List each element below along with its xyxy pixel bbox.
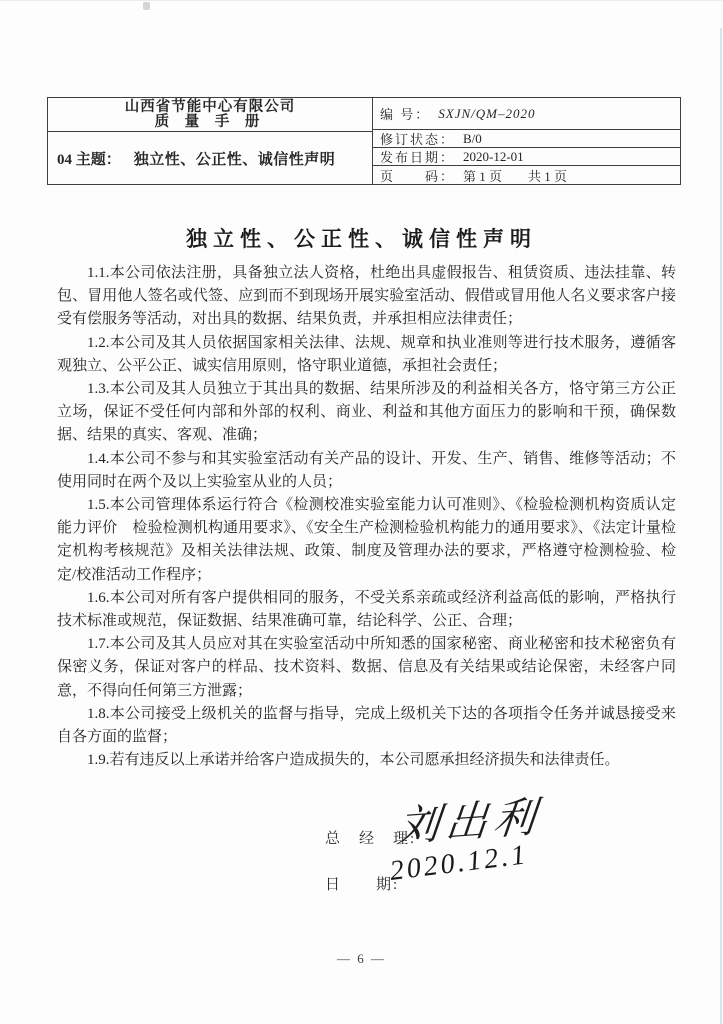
subject-number-label: 04 主题： bbox=[57, 151, 121, 168]
declaration-paragraph-1-4: 1.4.本公司不参与和其实验室活动有关产品的设计、开发、生产、销售、维修等活动；不使用同时在两个及以上实验室从业的人员； bbox=[57, 450, 676, 490]
doc-number-row bbox=[373, 98, 680, 130]
declaration-paragraph-1-8: 1.8.本公司接受上级机关的监督与指导，完成上级机关下达的各项指令任务并诚恳接受来自各方面的监督； bbox=[57, 705, 676, 746]
declaration-paragraph-1-7: 1.7.本公司及其人员应对其在实验室活动中所知悉的国家秘密、商业秘密和技术秘密负有保密义务，保证对客户的样品、技术资料、数据、信息及有关结果或结论保密，未经客户同意，不得向任何第三方泄露； bbox=[57, 636, 676, 699]
handwritten-date: 2020.12.1 bbox=[388, 839, 530, 887]
subject-title: 独立性、公正性、诚信性声明 bbox=[133, 151, 336, 168]
page-number-row bbox=[373, 166, 680, 184]
general-manager-label: 总 经 理: bbox=[325, 831, 417, 847]
header-table-right-column bbox=[373, 98, 680, 184]
issue-date-value: 2020-12-01 bbox=[463, 148, 524, 164]
declaration-paragraph-1-6: 1.6.本公司对所有客户提供相同的服务，不受关系亲疏或经济利益高低的影响，严格执行技术标准或规范，保证数据、结果准确可靠，结论科学、公正、合理； bbox=[57, 589, 676, 630]
revision-status-value: B/0 bbox=[463, 130, 482, 146]
document-title: 独立性、公正性、诚信性声明 bbox=[186, 227, 537, 251]
footer-page-number: — 6 — bbox=[337, 951, 386, 966]
header-table bbox=[47, 97, 681, 185]
header-table-left-column bbox=[48, 98, 373, 184]
declaration-paragraph-1-5: 1.5.本公司管理体系运行符合《检测校准实验室能力认可准则》、《检验检测机构资质认定能力评价 检验检测机构通用要求》、《安全生产检测检验机构能力的通用要求》、《法定计量检定机构考核规范》及相关法律法规、政策、制度及管理办法的要求，严格遵守检测检验、检定/校准活动工作程序； bbox=[57, 497, 676, 583]
company-title-cell bbox=[48, 98, 372, 132]
declaration-body bbox=[57, 262, 676, 772]
date-label: 日 期: bbox=[325, 877, 400, 893]
scan-artifact-speck bbox=[143, 2, 150, 10]
issue-date-label: 发布日期： bbox=[380, 150, 456, 165]
general-manager-handwritten-signature: 刘出利 bbox=[395, 794, 544, 852]
scan-artifact-right-edge bbox=[720, 28, 722, 1024]
revision-status-label: 修订状态： bbox=[380, 132, 456, 147]
doc-number-value: SXJN/QM–2020 bbox=[438, 105, 536, 121]
declaration-paragraph-1-2: 1.2.本公司及其人员依据国家相关法律、法规、规章和执业准则等进行技术服务，遵循客观独立、公平公正、诚实信用原则，恪守职业道德，承担社会责任； bbox=[57, 334, 676, 374]
subject-cell bbox=[48, 132, 372, 184]
doc-number-label: 编 号： bbox=[380, 107, 431, 122]
page-number-label: 页 码： bbox=[380, 168, 456, 184]
scan-artifact-top-line bbox=[0, 0, 723, 1]
declaration-paragraph-1-9: 1.9.若有违反以上承诺并给客户造成损失的，本公司愿承担经济损失和法律责任。 bbox=[87, 752, 620, 769]
manual-title: 质 量 手 册 bbox=[154, 114, 266, 130]
revision-status-row bbox=[373, 130, 680, 148]
issue-date-row bbox=[373, 148, 680, 166]
declaration-paragraph-1-1: 1.1.本公司依法注册，具备独立法人资格，杜绝出具虚假报告、租赁资质、违法挂靠、转包、冒用他人签名或代签、应到而不到现场开展实验室活动、假借或冒用他人名义要求客户接受有偿服务等活动，对出具的数据、结果负责，并承担相应法律责任； bbox=[57, 265, 676, 328]
page-number-value: 第 1 页 共 1 页 bbox=[463, 168, 568, 184]
company-name: 山西省节能中心有限公司 bbox=[124, 99, 296, 115]
declaration-paragraph-1-3: 1.3.本公司及其人员独立于其出具的数据、结果所涉及的利益相关各方，恪守第三方公正立场，保证不受任何内部和外部的权利、商业、利益和其他方面压力的影响和干预，确保数据、结果的真实、客观、准确； bbox=[57, 381, 676, 444]
